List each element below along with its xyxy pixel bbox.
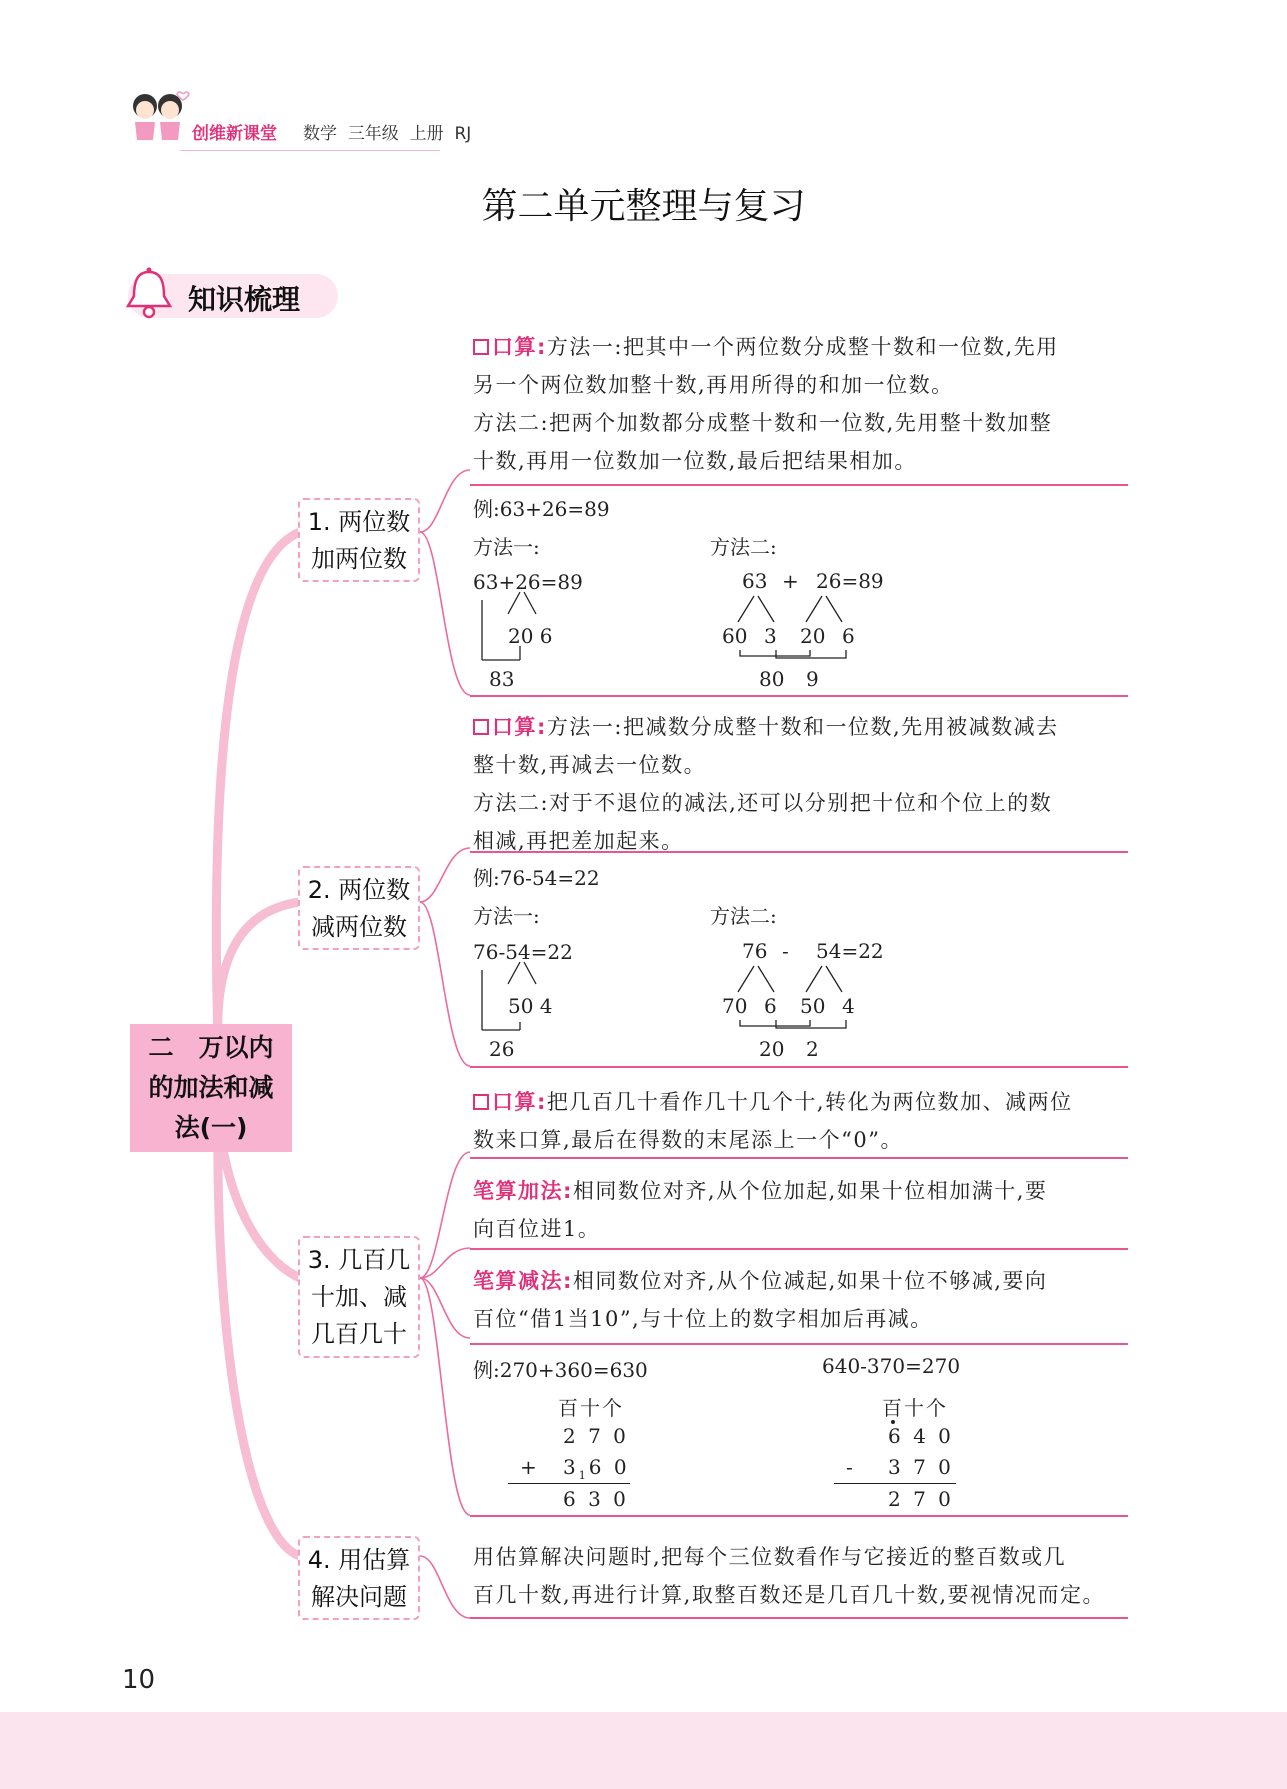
b1-p2: 另一个两位数加整十数,再用所得的和加一位数。: [473, 373, 954, 397]
b1-m2-b: 26=89: [816, 569, 884, 593]
b2-m2-op: -: [782, 939, 789, 963]
b1-m1-res: 83: [489, 667, 515, 691]
topic-1-line2: 加两位数: [311, 545, 407, 573]
b2-p2: 整十数,再减去一位数。: [473, 753, 707, 777]
b3-v-a1: 2 7 0: [563, 1424, 629, 1448]
b3-cols-1: 百十个: [558, 1396, 624, 1420]
topic-box-2: [298, 866, 420, 950]
b1-m2-r2: 9: [806, 667, 819, 691]
center-topic-line1: 二 万以内: [148, 1033, 274, 1062]
b2-method2-label: 方法二:: [710, 904, 777, 928]
header-grade: 三年级: [347, 124, 399, 144]
b1-method2-label: 方法二:: [710, 535, 777, 559]
b3-ex2: 640-370=270: [822, 1354, 961, 1378]
b1-p1: 方法一:把其中一个两位数分成整十数和一位数,先用: [546, 335, 1059, 359]
b2-m2-s3: 50: [800, 994, 826, 1018]
b3-v-b1: [563, 1455, 630, 1482]
divider-3d: [470, 1515, 1128, 1517]
b2-p3: 方法二:对于不退位的减法,还可以分别把十位和个位上的数: [473, 791, 1053, 815]
page-title: 第二单元整理与复习: [481, 186, 806, 227]
b2-method1-label: 方法一:: [473, 904, 540, 928]
b2-m2-s4: 4: [842, 994, 855, 1018]
b3-v-a2: 6 4 0: [888, 1424, 954, 1448]
b3-v-b1-rest: 6 0: [588, 1455, 630, 1479]
center-topic: [130, 1024, 292, 1152]
b2-example: 例:76-54=22: [473, 866, 600, 890]
b2-m2-r1: 20: [759, 1037, 785, 1061]
square-icon: [473, 339, 489, 355]
topic-2-line1: 2. 两位数: [307, 876, 411, 904]
b3-v-op1: +: [520, 1455, 537, 1479]
b3-sub2: 百位“借1当10”,与十位上的数字相加后再减。: [473, 1307, 933, 1331]
b2-m2-s1: 70: [722, 994, 748, 1018]
divider-1a: [470, 484, 1128, 486]
b3-label: 口算:: [492, 1090, 547, 1114]
b3-cols-2: 百十个: [882, 1396, 948, 1420]
b3-add: [473, 1172, 1133, 1248]
topic-box-4: [298, 1536, 420, 1620]
divider-4a: [470, 1617, 1128, 1619]
b1-p4: 十数,再用一位数加一位数,最后把结果相加。: [473, 449, 917, 473]
b3-v-b1-hundreds: 3: [563, 1455, 579, 1479]
center-topic-line3: 法(一): [174, 1113, 248, 1142]
b2-m1-split: 50 4: [508, 994, 553, 1018]
divider-2b: [470, 1066, 1128, 1068]
b1-m2-r1: 80: [759, 667, 785, 691]
b3-sub: [473, 1262, 1133, 1338]
b3-v-b2: 3 7 0: [888, 1455, 954, 1479]
b2-p4: 相减,再把差加起来。: [473, 829, 684, 853]
header-subject-text: 数学: [303, 124, 337, 144]
b3-sub-label: 笔算减法:: [473, 1269, 573, 1293]
b1-p3: 方法二:把两个加数都分成整十数和一位数,先用整十数加整: [473, 411, 1053, 435]
b3-p1: 把几百几十看作几十几个十,转化为两位数加、减两位: [546, 1090, 1073, 1114]
b3-v-carry: 1: [578, 1469, 589, 1482]
topic-3-line1: 3. 几百几: [307, 1246, 411, 1274]
b3-v-r2: 2 7 0: [888, 1487, 954, 1511]
b1-m1-split: 20 6: [508, 624, 553, 648]
header-volume: 上册: [409, 124, 444, 144]
b2-text: [473, 708, 1133, 860]
b1-m2-s4: 6: [842, 624, 855, 648]
b3-oral: [473, 1083, 1133, 1159]
square-icon: [473, 1094, 489, 1110]
topic-box-1: [298, 498, 420, 582]
b3-ex1: 例:270+360=630: [473, 1358, 648, 1382]
b3-v-op2: -: [846, 1455, 853, 1479]
b3-sum-rule: [508, 1483, 630, 1484]
b4-p2: 百几十数,再进行计算,取整百数还是几百几十数,要视情况而定。: [473, 1583, 1106, 1607]
b3-add-label: 笔算加法:: [473, 1179, 573, 1203]
header-edition: RJ: [454, 124, 472, 144]
divider-3c: [470, 1343, 1128, 1345]
b2-diagram-lines: [470, 960, 890, 1040]
b1-text: [473, 328, 1133, 480]
b1-m2-op: +: [782, 569, 799, 593]
b3-p2: 数来口算,最后在得数的末尾添上一个“0”。: [473, 1128, 904, 1152]
b2-p1: 方法一:把减数分成整十数和一位数,先用被减数减去: [546, 715, 1059, 739]
b1-m2-s3: 20: [800, 624, 826, 648]
topic-4-line1: 4. 用估算: [307, 1546, 411, 1574]
b2-m2-a: 76: [742, 939, 768, 963]
b4-text: [473, 1538, 1143, 1614]
b2-m1-eq: 76-54=22: [473, 940, 573, 964]
header-brand: 创维新课堂: [192, 124, 277, 144]
b2-m1-res: 26: [489, 1037, 515, 1061]
b2-m2-r2: 2: [806, 1037, 819, 1061]
topic-1-line1: 1. 两位数: [307, 508, 411, 536]
b2-m2-b: 54=22: [816, 939, 884, 963]
divider-1b: [470, 695, 1128, 697]
b4-p1: 用估算解决问题时,把每个三位数看作与它接近的整百数或几: [473, 1545, 1067, 1569]
page-number: 10: [122, 1665, 156, 1695]
b3-sub1: 相同数位对齐,从个位减起,如果十位不够减,要向: [572, 1269, 1048, 1293]
footer-band: [0, 1712, 1287, 1789]
b1-example: 例:63+26=89: [473, 497, 610, 521]
section-title: 知识梳理: [188, 283, 301, 316]
b1-m2-a: 63: [742, 569, 768, 593]
topic-4-line2: 解决问题: [311, 1583, 407, 1611]
b1-m2-s1: 60: [722, 624, 748, 648]
divider-3b: [470, 1248, 1128, 1250]
b3-add2: 向百位进1。: [473, 1217, 601, 1241]
b1-diagram-lines: [470, 590, 890, 670]
b3-diff-rule: [834, 1483, 956, 1484]
topic-3-line3: 几百几十: [311, 1320, 407, 1348]
b1-m2-s2: 3: [764, 624, 777, 648]
topic-box-3: [298, 1236, 420, 1358]
b1-method1-label: 方法一:: [473, 535, 540, 559]
square-icon: [473, 719, 489, 735]
b1-label: 口算:: [492, 335, 547, 359]
b3-add1: 相同数位对齐,从个位加起,如果十位相加满十,要: [572, 1179, 1048, 1203]
b2-m2-s2: 6: [764, 994, 777, 1018]
b1-m1-eq: 63+26=89: [473, 570, 583, 594]
b3-v-r1: 6 3 0: [563, 1487, 629, 1511]
center-topic-line2: 的加法和减: [148, 1073, 274, 1102]
topic-2-line2: 减两位数: [311, 913, 407, 941]
topic-3-line2: 十加、减: [311, 1283, 407, 1311]
b2-label: 口算:: [492, 715, 547, 739]
